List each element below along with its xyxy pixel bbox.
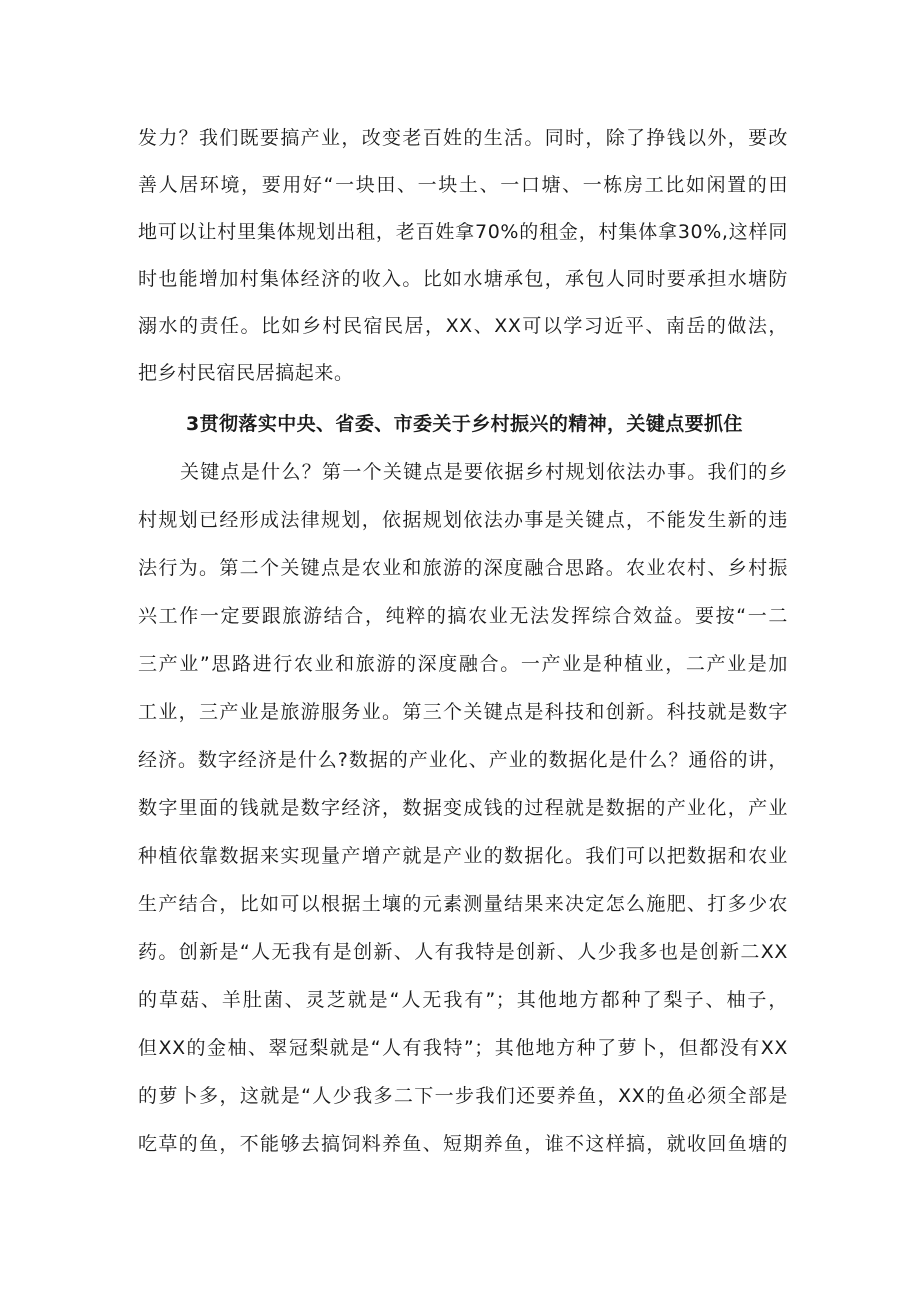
paragraph-line: 的萝卜多，这就是“人少我多二下一步我们还要养鱼，XX的鱼必须全部是 — [138, 1085, 788, 1107]
paragraph-line: 溺水的责任。比如乡村民宿民居，XX、XX可以学习近平、南岳的做法， — [138, 315, 788, 337]
paragraph-line: 善人居环境，要用好“一块田、一块土、一口塘、一栋房工比如闲置的田 — [138, 174, 788, 196]
paragraph-line: 关键点是什么？第一个关键点是要依据乡村规划依法办事。我们的乡 — [180, 461, 788, 483]
paragraph-line: 的草菇、羊肚菌、灵芝就是“人无我有”；其他地方都种了梨子、柚子， — [138, 989, 788, 1011]
paragraph-line: 地可以让村里集体规划出租，老百姓拿70%的租金，村集体拿30%,这样同 — [138, 221, 788, 243]
paragraph-line: 把乡村民宿民居搞起来。 — [138, 362, 354, 384]
paragraph-line: 数字里面的钱就是数字经济，数据变成钱的过程就是数据的产业化，产业 — [138, 797, 788, 819]
paragraph-line: 生产结合，比如可以根据土壤的元素测量结果来决定怎么施肥、打多少农 — [138, 893, 788, 915]
paragraph-line: 工业，三产业是旅游服务业。第三个关键点是科技和创新。科技就是数字 — [138, 701, 788, 723]
paragraph-line: 时也能增加村集体经济的收入。比如水塘承包，承包人同时要承担水塘防 — [138, 268, 788, 290]
paragraph-line: 发力？我们既要搞产业，改变老百姓的生活。同时，除了挣钱以外，要改 — [138, 127, 788, 149]
paragraph-line: 法行为。第二个关键点是农业和旅游的深度融合思路。农业农村、乡村振 — [138, 557, 788, 579]
paragraph-line: 种植依靠数据来实现量产增产就是产业的数据化。我们可以把数据和农业 — [138, 845, 788, 867]
paragraph-line: 吃草的鱼，不能够去搞饲料养鱼、短期养鱼，谁不这样搞，就收回鱼塘的 — [138, 1133, 788, 1155]
paragraph-line: 药。创新是“人无我有是创新、人有我特是创新、人少我多也是创新二XX — [138, 941, 788, 963]
section-heading: 3贯彻落实中央、省委、市委关于乡村振兴的精神，关键点要抓住 — [186, 413, 743, 435]
paragraph-line: 村规划已经形成法律规划，依据规划依法办事是关键点，不能发生新的违 — [138, 509, 788, 531]
paragraph-line: 三产业”思路进行农业和旅游的深度融合。一产业是种植业，二产业是加 — [138, 653, 788, 675]
paragraph-line: 经济。数字经济是什么?数据的产业化、产业的数据化是什么？通俗的讲， — [138, 749, 788, 771]
paragraph-line: 但XX的金柚、翠冠梨就是“人有我特”；其他地方种了萝卜，但都没有XX — [138, 1037, 788, 1059]
paragraph-line: 兴工作一定要跟旅游结合，纯粹的搞农业无法发挥综合效益。要按“一二 — [138, 605, 788, 627]
